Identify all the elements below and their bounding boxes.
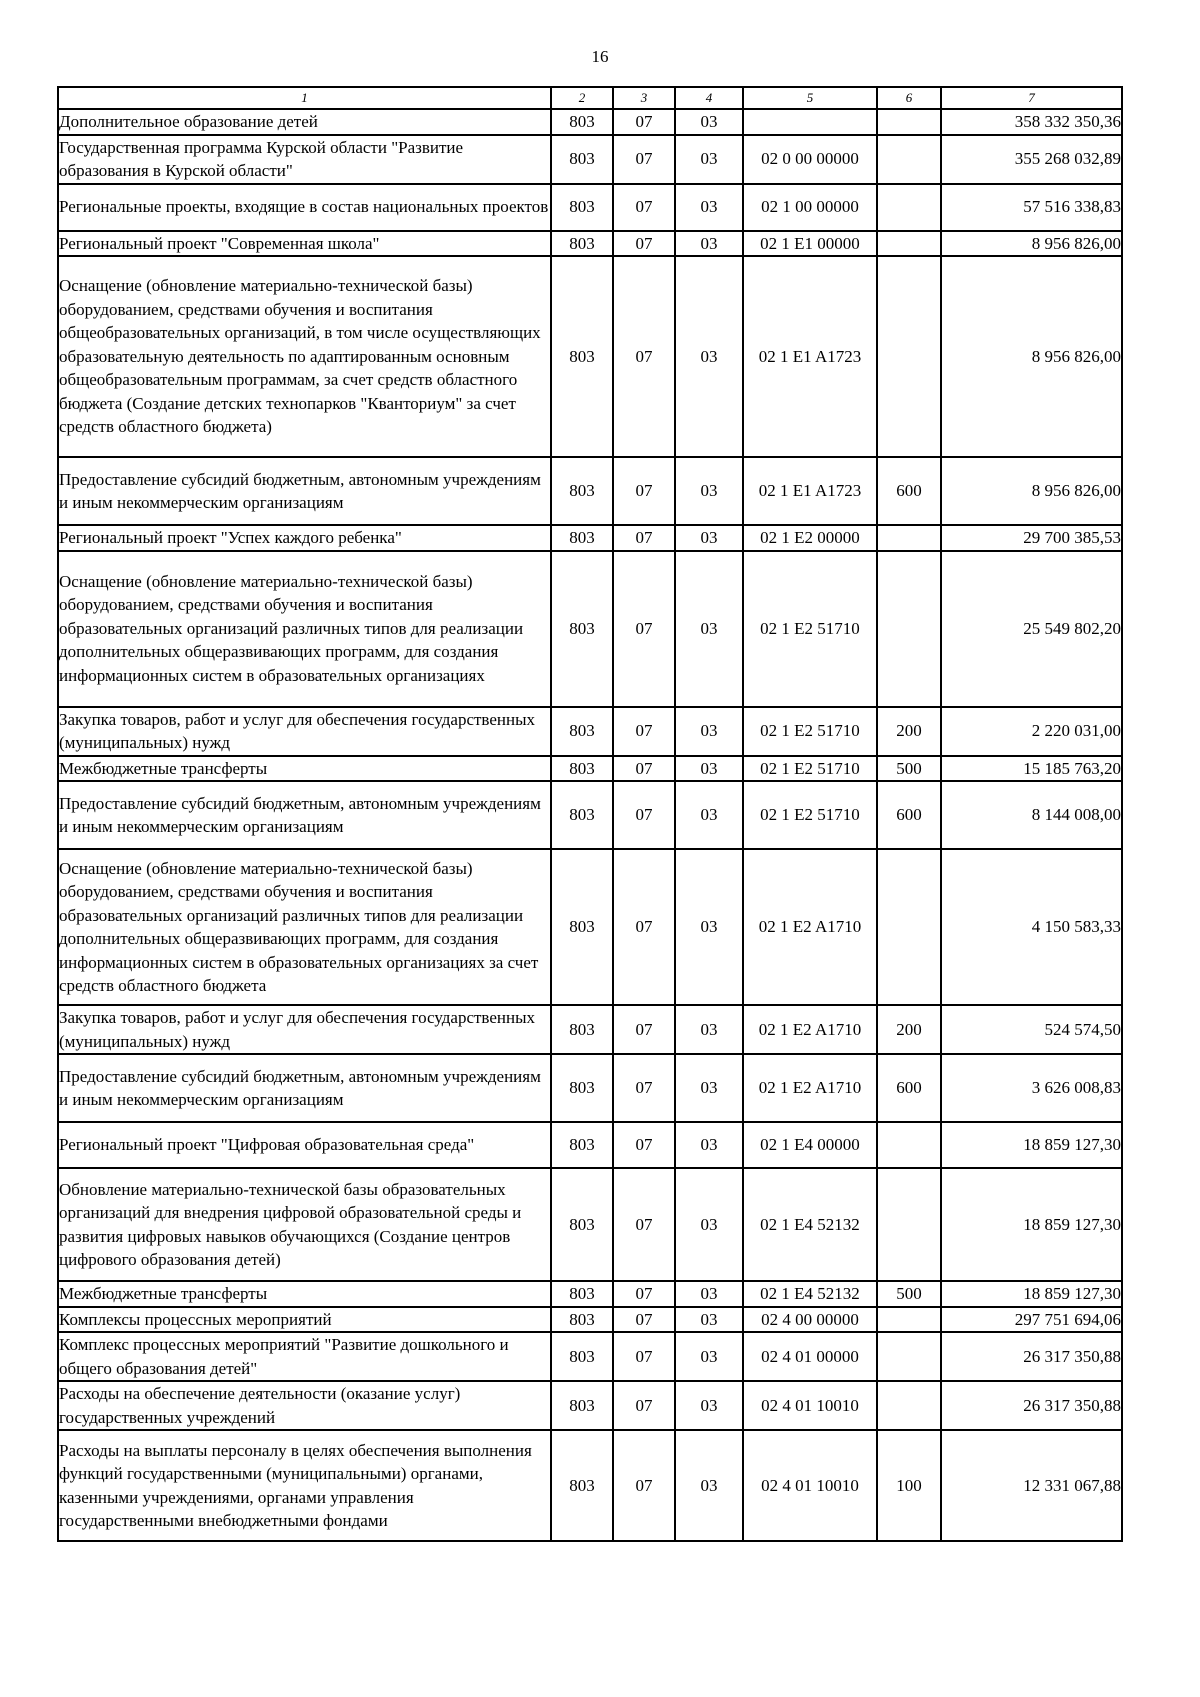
amount: 26 317 350,88 (941, 1381, 1122, 1430)
column-header: 5 (743, 87, 877, 109)
amount: 4 150 583,33 (941, 849, 1122, 1005)
expense-type-code: 600 (877, 781, 941, 849)
subsection-code: 03 (675, 756, 743, 782)
target-article-code (743, 109, 877, 135)
grbs-code: 803 (551, 525, 613, 551)
target-article-code: 02 1 E2 51710 (743, 781, 877, 849)
table-row (58, 1054, 1122, 1122)
subsection-code: 03 (675, 109, 743, 135)
expense-type-code (877, 849, 941, 1005)
amount: 15 185 763,20 (941, 756, 1122, 782)
subsection-code: 03 (675, 184, 743, 231)
row-name: Комплексы процессных мероприятий (58, 1307, 551, 1333)
section-code: 07 (613, 1281, 675, 1307)
target-article-code: 02 1 E4 52132 (743, 1168, 877, 1281)
column-header: 6 (877, 87, 941, 109)
table-row (58, 1332, 1122, 1381)
grbs-code: 803 (551, 1281, 613, 1307)
table-row (58, 231, 1122, 257)
table-row (58, 1307, 1122, 1333)
section-code: 07 (613, 1005, 675, 1054)
target-article-code: 02 4 00 00000 (743, 1307, 877, 1333)
subsection-code: 03 (675, 457, 743, 525)
target-article-code: 02 1 E1 A1723 (743, 256, 877, 457)
amount: 18 859 127,30 (941, 1281, 1122, 1307)
expense-type-code (877, 1122, 941, 1168)
column-header: 7 (941, 87, 1122, 109)
row-name: Дополнительное образование детей (58, 109, 551, 135)
row-name: Оснащение (обновление материально-технической базы) оборудованием, средствами обучения и воспитания образовательных организаций различных типов для реализации дополнительных общеразвивающих программ, для создания информационных систем в образовательных организациях за счет средств областного бюджета (58, 849, 551, 1005)
subsection-code: 03 (675, 1054, 743, 1122)
subsection-code: 03 (675, 525, 743, 551)
target-article-code: 02 4 01 10010 (743, 1381, 877, 1430)
target-article-code: 02 1 E2 51710 (743, 707, 877, 756)
target-article-code: 02 1 E2 A1710 (743, 1054, 877, 1122)
table-row (58, 184, 1122, 231)
budget-table (57, 86, 1123, 1542)
subsection-code: 03 (675, 707, 743, 756)
expense-type-code: 600 (877, 1054, 941, 1122)
grbs-code: 803 (551, 1054, 613, 1122)
section-code: 07 (613, 756, 675, 782)
table-row (58, 849, 1122, 1005)
section-code: 07 (613, 231, 675, 257)
target-article-code: 02 1 E2 A1710 (743, 1005, 877, 1054)
amount: 25 549 802,20 (941, 551, 1122, 707)
section-code: 07 (613, 1054, 675, 1122)
amount: 8 956 826,00 (941, 457, 1122, 525)
table-row (58, 1122, 1122, 1168)
subsection-code: 03 (675, 781, 743, 849)
expense-type-code: 100 (877, 1430, 941, 1541)
table-row (58, 457, 1122, 525)
subsection-code: 03 (675, 1168, 743, 1281)
grbs-code: 803 (551, 256, 613, 457)
expense-type-code (877, 256, 941, 457)
subsection-code: 03 (675, 1332, 743, 1381)
target-article-code: 02 1 E4 00000 (743, 1122, 877, 1168)
subsection-code: 03 (675, 1005, 743, 1054)
subsection-code: 03 (675, 256, 743, 457)
amount: 18 859 127,30 (941, 1122, 1122, 1168)
amount: 3 626 008,83 (941, 1054, 1122, 1122)
row-name: Оснащение (обновление материально-технической базы) оборудованием, средствами обучения и воспитания образовательных организаций различных типов для реализации дополнительных общеразвивающих программ, для создания информационных систем в образовательных организациях (58, 551, 551, 707)
section-code: 07 (613, 1332, 675, 1381)
subsection-code: 03 (675, 135, 743, 184)
grbs-code: 803 (551, 551, 613, 707)
table-row (58, 1430, 1122, 1541)
table-row (58, 781, 1122, 849)
target-article-code: 02 1 E1 00000 (743, 231, 877, 257)
expense-type-code (877, 109, 941, 135)
grbs-code: 803 (551, 1005, 613, 1054)
target-article-code: 02 4 01 10010 (743, 1430, 877, 1541)
amount: 57 516 338,83 (941, 184, 1122, 231)
section-code: 07 (613, 551, 675, 707)
section-code: 07 (613, 135, 675, 184)
grbs-code: 803 (551, 135, 613, 184)
subsection-code: 03 (675, 551, 743, 707)
grbs-code: 803 (551, 184, 613, 231)
table-row (58, 1381, 1122, 1430)
expense-type-code (877, 231, 941, 257)
grbs-code: 803 (551, 849, 613, 1005)
table-row (58, 256, 1122, 457)
grbs-code: 803 (551, 707, 613, 756)
table-row (58, 756, 1122, 782)
column-number-row (58, 87, 1122, 109)
column-header: 1 (58, 87, 551, 109)
expense-type-code (877, 1332, 941, 1381)
section-code: 07 (613, 1307, 675, 1333)
expense-type-code (877, 1381, 941, 1430)
amount: 26 317 350,88 (941, 1332, 1122, 1381)
section-code: 07 (613, 109, 675, 135)
target-article-code: 02 1 E1 A1723 (743, 457, 877, 525)
target-article-code: 02 1 E2 51710 (743, 551, 877, 707)
table-row (58, 1168, 1122, 1281)
subsection-code: 03 (675, 1307, 743, 1333)
expense-type-code (877, 551, 941, 707)
expense-type-code: 200 (877, 707, 941, 756)
amount: 29 700 385,53 (941, 525, 1122, 551)
row-name: Закупка товаров, работ и услуг для обеспечения государственных (муниципальных) нужд (58, 1005, 551, 1054)
row-name: Межбюджетные трансферты (58, 756, 551, 782)
target-article-code: 02 1 E4 52132 (743, 1281, 877, 1307)
amount: 358 332 350,36 (941, 109, 1122, 135)
grbs-code: 803 (551, 1168, 613, 1281)
expense-type-code: 200 (877, 1005, 941, 1054)
subsection-code: 03 (675, 1122, 743, 1168)
column-header: 3 (613, 87, 675, 109)
row-name: Расходы на выплаты персоналу в целях обеспечения выполнения функций государственными (муниципальными) органами, казенными учреждениями, органами управления государственными внебюджетными фондами (58, 1430, 551, 1541)
row-name: Региональный проект "Успех каждого ребенка" (58, 525, 551, 551)
section-code: 07 (613, 457, 675, 525)
subsection-code: 03 (675, 1381, 743, 1430)
expense-type-code: 500 (877, 756, 941, 782)
section-code: 07 (613, 184, 675, 231)
expense-type-code (877, 525, 941, 551)
grbs-code: 803 (551, 756, 613, 782)
row-name: Межбюджетные трансферты (58, 1281, 551, 1307)
page-number: 16 (591, 47, 609, 66)
row-name: Государственная программа Курской области "Развитие образования в Курской области" (58, 135, 551, 184)
amount: 8 956 826,00 (941, 231, 1122, 257)
section-code: 07 (613, 1381, 675, 1430)
table-row (58, 135, 1122, 184)
subsection-code: 03 (675, 1281, 743, 1307)
expense-type-code (877, 1307, 941, 1333)
row-name: Предоставление субсидий бюджетным, автономным учреждениям и иным некоммерческим организациям (58, 457, 551, 525)
subsection-code: 03 (675, 849, 743, 1005)
grbs-code: 803 (551, 457, 613, 525)
section-code: 07 (613, 525, 675, 551)
target-article-code: 02 1 E2 51710 (743, 756, 877, 782)
grbs-code: 803 (551, 109, 613, 135)
target-article-code: 02 0 00 00000 (743, 135, 877, 184)
grbs-code: 803 (551, 1307, 613, 1333)
row-name: Комплекс процессных мероприятий "Развитие дошкольного и общего образования детей" (58, 1332, 551, 1381)
expense-type-code (877, 135, 941, 184)
table-row (58, 1281, 1122, 1307)
row-name: Предоставление субсидий бюджетным, автономным учреждениям и иным некоммерческим организациям (58, 1054, 551, 1122)
row-name: Расходы на обеспечение деятельности (оказание услуг) государственных учреждений (58, 1381, 551, 1430)
amount: 8 144 008,00 (941, 781, 1122, 849)
section-code: 07 (613, 256, 675, 457)
expense-type-code: 600 (877, 457, 941, 525)
amount: 524 574,50 (941, 1005, 1122, 1054)
column-header: 2 (551, 87, 613, 109)
row-name: Обновление материально-технической базы образовательных организаций для внедрения цифровой образовательной среды и развития цифровых навыков обучающихся (Создание центров цифрового образования детей) (58, 1168, 551, 1281)
amount: 12 331 067,88 (941, 1430, 1122, 1541)
expense-type-code (877, 1168, 941, 1281)
amount: 297 751 694,06 (941, 1307, 1122, 1333)
row-name: Региональные проекты, входящие в состав национальных проектов (58, 184, 551, 231)
subsection-code: 03 (675, 231, 743, 257)
row-name: Оснащение (обновление материально-технической базы) оборудованием, средствами обучения и воспитания общеобразовательных организаций, в том числе осуществляющих образовательную деятельность по адаптированным основным общеобразовательным программам, за счет средств областного бюджета (Создание детских технопарков "Кванториум" за счет средств областного бюджета) (58, 256, 551, 457)
table-row (58, 109, 1122, 135)
table-row (58, 551, 1122, 707)
section-code: 07 (613, 849, 675, 1005)
table-body (58, 109, 1122, 1541)
table-row (58, 1005, 1122, 1054)
target-article-code: 02 1 E2 A1710 (743, 849, 877, 1005)
table-row (58, 707, 1122, 756)
grbs-code: 803 (551, 231, 613, 257)
grbs-code: 803 (551, 1381, 613, 1430)
target-article-code: 02 1 E2 00000 (743, 525, 877, 551)
amount: 8 956 826,00 (941, 256, 1122, 457)
grbs-code: 803 (551, 1430, 613, 1541)
amount: 2 220 031,00 (941, 707, 1122, 756)
target-article-code: 02 4 01 00000 (743, 1332, 877, 1381)
expense-type-code (877, 184, 941, 231)
expense-type-code: 500 (877, 1281, 941, 1307)
row-name: Региональный проект "Современная школа" (58, 231, 551, 257)
target-article-code: 02 1 00 00000 (743, 184, 877, 231)
section-code: 07 (613, 1430, 675, 1541)
table-row (58, 525, 1122, 551)
section-code: 07 (613, 707, 675, 756)
grbs-code: 803 (551, 1332, 613, 1381)
column-header: 4 (675, 87, 743, 109)
grbs-code: 803 (551, 1122, 613, 1168)
section-code: 07 (613, 781, 675, 849)
subsection-code: 03 (675, 1430, 743, 1541)
grbs-code: 803 (551, 781, 613, 849)
row-name: Предоставление субсидий бюджетным, автономным учреждениям и иным некоммерческим организациям (58, 781, 551, 849)
row-name: Региональный проект "Цифровая образовательная среда" (58, 1122, 551, 1168)
amount: 18 859 127,30 (941, 1168, 1122, 1281)
amount: 355 268 032,89 (941, 135, 1122, 184)
section-code: 07 (613, 1168, 675, 1281)
section-code: 07 (613, 1122, 675, 1168)
row-name: Закупка товаров, работ и услуг для обеспечения государственных (муниципальных) нужд (58, 707, 551, 756)
